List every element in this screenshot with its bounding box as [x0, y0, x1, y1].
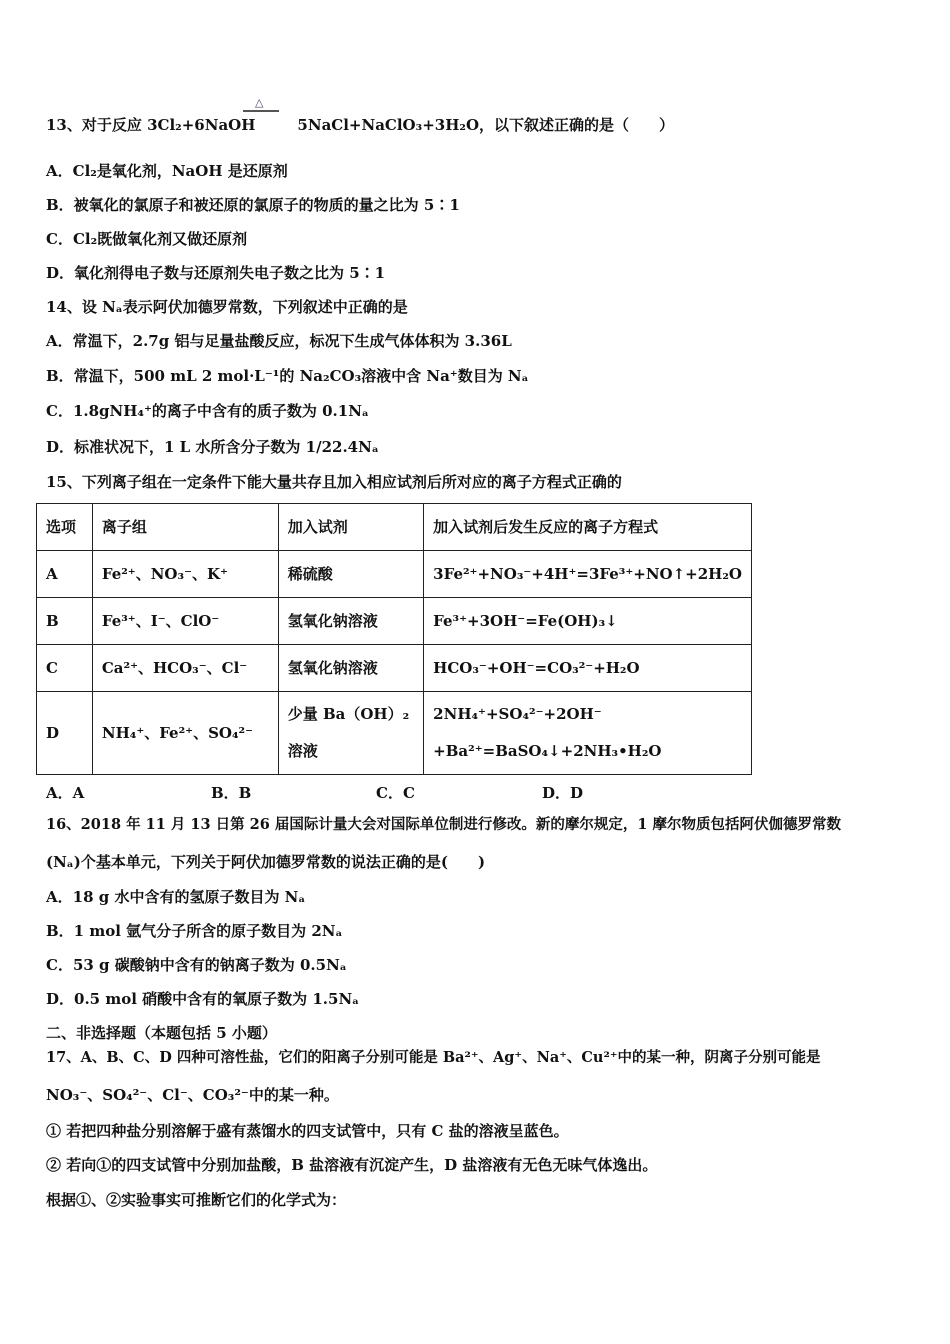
- table-cell: [424, 692, 752, 775]
- q16-stem-line2: (Nₐ)个基本单元，下列关于阿伏加德罗常数的说法正确的是( ): [46, 853, 486, 871]
- header-cell: 加入试剂后发生反应的离子方程式: [424, 504, 752, 551]
- table-row: [37, 598, 752, 645]
- table-row: [37, 551, 752, 598]
- heat-symbol: △: [255, 96, 264, 109]
- q13-stem: [46, 115, 674, 135]
- reagent-line1: 少量 Ba（OH）₂: [287, 705, 410, 723]
- reagent-line2: 溶液: [287, 742, 318, 760]
- header-cell: 离子组: [92, 504, 278, 551]
- q17-line1: 17、A、B、C、D 四种可溶性盐，它们的阳离子分别可能是 Ba²⁺、Ag⁺、Na⁺、Cu²⁺中的某一种，阴离子分别可能是: [46, 1049, 821, 1066]
- q15-answer-c: C．C: [376, 784, 415, 802]
- table-cell: Fe³⁺+3OH⁻=Fe(OH)₃↓: [424, 598, 752, 645]
- q14-option-d: D．标准状况下，1 L 水所含分子数为 1/22.4Nₐ: [46, 438, 379, 456]
- table-cell: D: [37, 692, 93, 775]
- q15-stem: 15、下列离子组在一定条件下能大量共存且加入相应试剂后所对应的离子方程式正确的: [46, 473, 622, 491]
- table-row: [37, 645, 752, 692]
- q16-stem-line1: 16、2018 年 11 月 13 日第 26 届国际计量大会对国际单位制进行修改。新的摩尔规定，1 摩尔物质包括阿伏伽德罗常数: [46, 816, 842, 833]
- table-cell: Ca²⁺、HCO₃⁻、Cl⁻: [92, 645, 278, 692]
- q14-option-b: B．常温下，500 mL 2 mol·L⁻¹的 Na₂CO₃溶液中含 Na⁺数目为 Nₐ: [46, 367, 529, 385]
- table-cell: 3Fe²⁺+NO₃⁻+4H⁺=3Fe³⁺+NO↑+2H₂O: [424, 551, 752, 598]
- reaction-arrow: [243, 110, 279, 112]
- equation-line2: +Ba²⁺=BaSO₄↓+2NH₃•H₂O: [433, 742, 662, 760]
- q15-answer-a: A．A: [46, 784, 85, 802]
- q17-line3: ① 若把四种盐分别溶解于盛有蒸馏水的四支试管中，只有 C 盐的溶液呈蓝色。: [46, 1122, 569, 1140]
- equation-line1: 2NH₄⁺+SO₄²⁻+2OH⁻: [433, 705, 602, 723]
- q16-option-d: D．0.5 mol 硝酸中含有的氧原子数为 1.5Nₐ: [46, 990, 360, 1008]
- table-cell: NH₄⁺、Fe²⁺、SO₄²⁻: [92, 692, 278, 775]
- table-cell: 稀硫酸: [278, 551, 423, 598]
- table-cell: A: [37, 551, 93, 598]
- q13-option-d: D．氧化剂得电子数与还原剂失电子数之比为 5∶1: [46, 264, 386, 282]
- header-cell: 选项: [37, 504, 93, 551]
- table-cell: 氢氧化钠溶液: [278, 598, 423, 645]
- q15-answer-d: D．D: [542, 784, 584, 802]
- q13-stem-reactants: 13、对于反应 3Cl₂+6NaOH: [46, 116, 256, 134]
- table-header-row: [37, 504, 752, 551]
- q13-stem-products: 5NaCl+NaClO₃+3H₂O，以下叙述正确的是（ ）: [297, 116, 675, 134]
- table-cell: B: [37, 598, 93, 645]
- table-row: [37, 692, 752, 775]
- q16-option-a: A．18 g 水中含有的氢原子数目为 Nₐ: [46, 888, 306, 906]
- section-heading: 二、非选择题（本题包括 5 小题）: [46, 1024, 277, 1042]
- table-cell: 氢氧化钠溶液: [278, 645, 423, 692]
- q16-option-c: C．53 g 碳酸钠中含有的钠离子数为 0.5Nₐ: [46, 956, 347, 974]
- q13-option-a: A．Cl₂是氧化剂，NaOH 是还原剂: [46, 162, 288, 180]
- q17-line2: NO₃⁻、SO₄²⁻、Cl⁻、CO₃²⁻中的某一种。: [46, 1086, 339, 1104]
- q17-line4: ② 若向①的四支试管中分别加盐酸，B 盐溶液有沉淀产生，D 盐溶液有无色无味气体逸出。: [46, 1156, 658, 1174]
- q17-line5: 根据①、②实验事实可推断它们的化学式为：: [46, 1191, 347, 1209]
- q15-table: [36, 503, 752, 775]
- q14-option-a: A．常温下，2.7g 铝与足量盐酸反应，标况下生成气体体积为 3.36L: [46, 332, 512, 350]
- q14-option-c: C．1.8gNH₄⁺的离子中含有的质子数为 0.1Nₐ: [46, 402, 369, 420]
- table-cell: HCO₃⁻+OH⁻=CO₃²⁻+H₂O: [424, 645, 752, 692]
- table-cell: Fe³⁺、I⁻、ClO⁻: [92, 598, 278, 645]
- table-cell: Fe²⁺、NO₃⁻、K⁺: [92, 551, 278, 598]
- q15-answer-b: B．B: [211, 784, 252, 802]
- q13-option-b: B．被氧化的氯原子和被还原的氯原子的物质的量之比为 5∶1: [46, 196, 460, 214]
- q13-option-c: C．Cl₂既做氧化剂又做还原剂: [46, 230, 248, 248]
- table-cell: C: [37, 645, 93, 692]
- q14-stem: 14、设 Nₐ表示阿伏加德罗常数，下列叙述中正确的是: [46, 298, 408, 316]
- header-cell: 加入试剂: [278, 504, 423, 551]
- q16-option-b: B．1 mol 氩气分子所含的原子数目为 2Nₐ: [46, 922, 343, 940]
- table-cell: [278, 692, 423, 775]
